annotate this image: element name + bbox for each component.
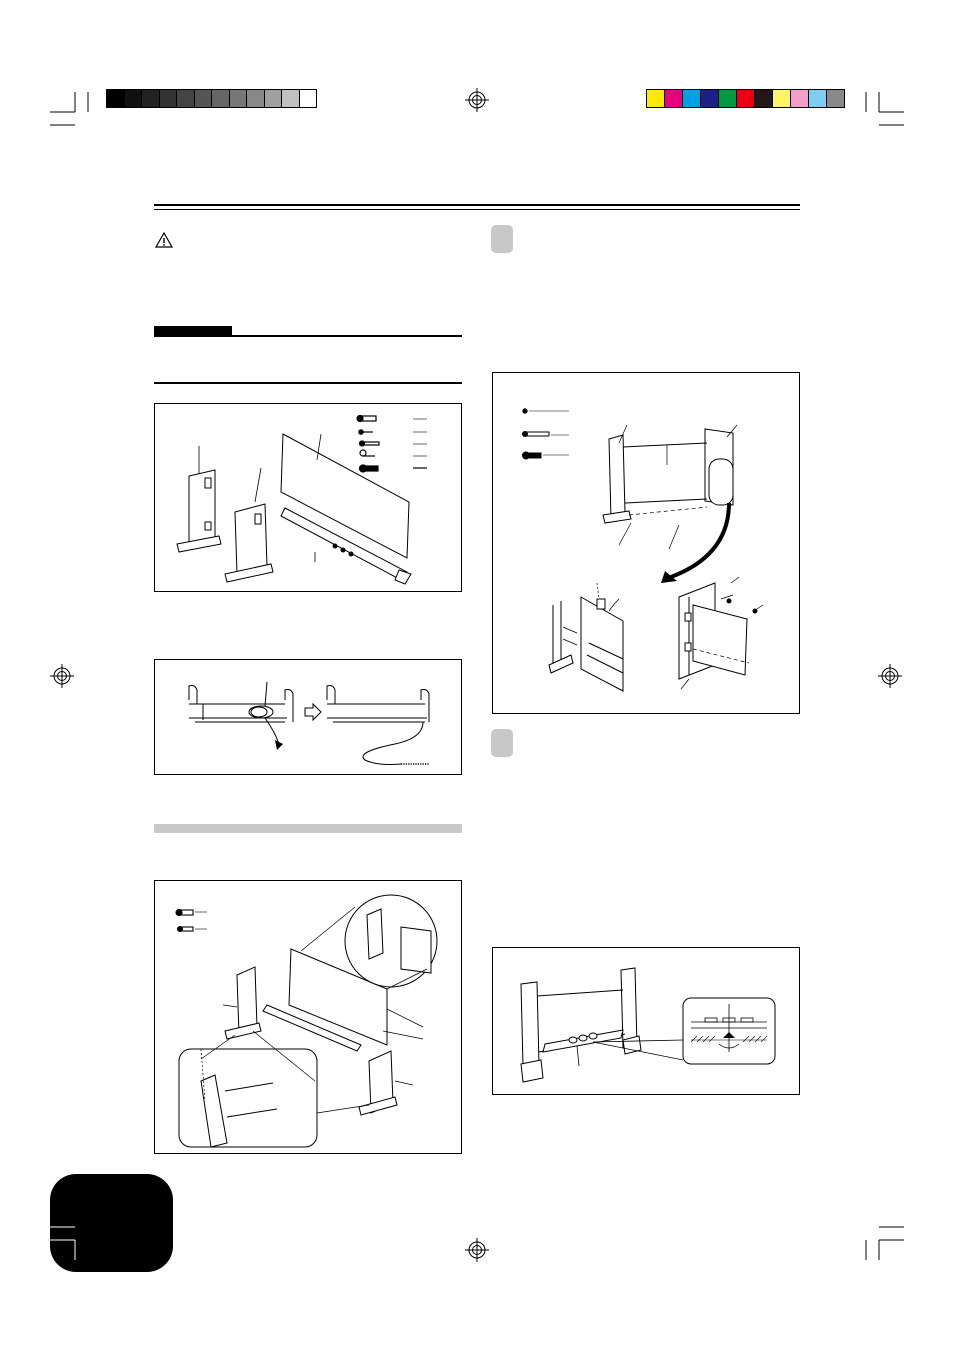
- crop-marks-bottom: [0, 1220, 954, 1280]
- assembly-step-2-drawing: [493, 373, 801, 715]
- assembly-step-2-illustration: [492, 372, 800, 714]
- gray-calibration-strip: [106, 89, 317, 108]
- calibration-swatch: [282, 90, 300, 107]
- pedal-cord-drawing: [155, 660, 463, 776]
- registration-target-icon: [465, 88, 489, 112]
- calibration-swatch: [230, 90, 248, 107]
- parts-list-rule: [154, 382, 462, 384]
- warning-triangle-icon: [155, 232, 173, 248]
- registration-target-left-icon: [50, 664, 74, 688]
- color-calibration-strip: [646, 89, 845, 108]
- calibration-swatch: [265, 90, 283, 107]
- calibration-swatch: [755, 90, 773, 107]
- calibration-swatch: [791, 90, 809, 107]
- screw-set-icon: [357, 416, 379, 473]
- adjuster-drawing: [493, 948, 801, 1096]
- section-bar-gray: [154, 824, 462, 833]
- calibration-swatch: [827, 90, 844, 107]
- parts-drawing: [155, 404, 463, 593]
- calibration-swatch: [300, 90, 317, 107]
- calibration-swatch: [160, 90, 178, 107]
- assembly-step-1-illustration: [154, 880, 462, 1154]
- calibration-swatch: [125, 90, 143, 107]
- header-rule-thick: [154, 204, 800, 206]
- calibration-swatch: [809, 90, 827, 107]
- parts-illustration: [154, 403, 462, 592]
- calibration-swatch: [177, 90, 195, 107]
- calibration-swatch: [107, 90, 125, 107]
- section-heading-rule: [154, 335, 462, 337]
- calibration-swatch: [683, 90, 701, 107]
- registration-target-right-icon: [878, 664, 902, 688]
- adjuster-illustration: [492, 947, 800, 1095]
- calibration-swatch: [212, 90, 230, 107]
- calibration-swatch: [719, 90, 737, 107]
- assembly-step-1-drawing: [155, 881, 463, 1155]
- calibration-swatch: [665, 90, 683, 107]
- step-badge-1: [491, 225, 513, 253]
- calibration-swatch: [647, 90, 665, 107]
- step-badge-2: [491, 729, 513, 757]
- pedal-cord-illustration: [154, 659, 462, 775]
- calibration-swatch: [142, 90, 160, 107]
- crop-marks-top: [0, 0, 954, 140]
- calibration-swatch: [195, 90, 213, 107]
- registration-target-bottom-icon: [465, 1238, 489, 1262]
- header-rule-thin: [154, 209, 800, 210]
- calibration-swatch: [701, 90, 719, 107]
- calibration-swatch: [247, 90, 265, 107]
- calibration-swatch: [773, 90, 791, 107]
- calibration-swatch: [737, 90, 755, 107]
